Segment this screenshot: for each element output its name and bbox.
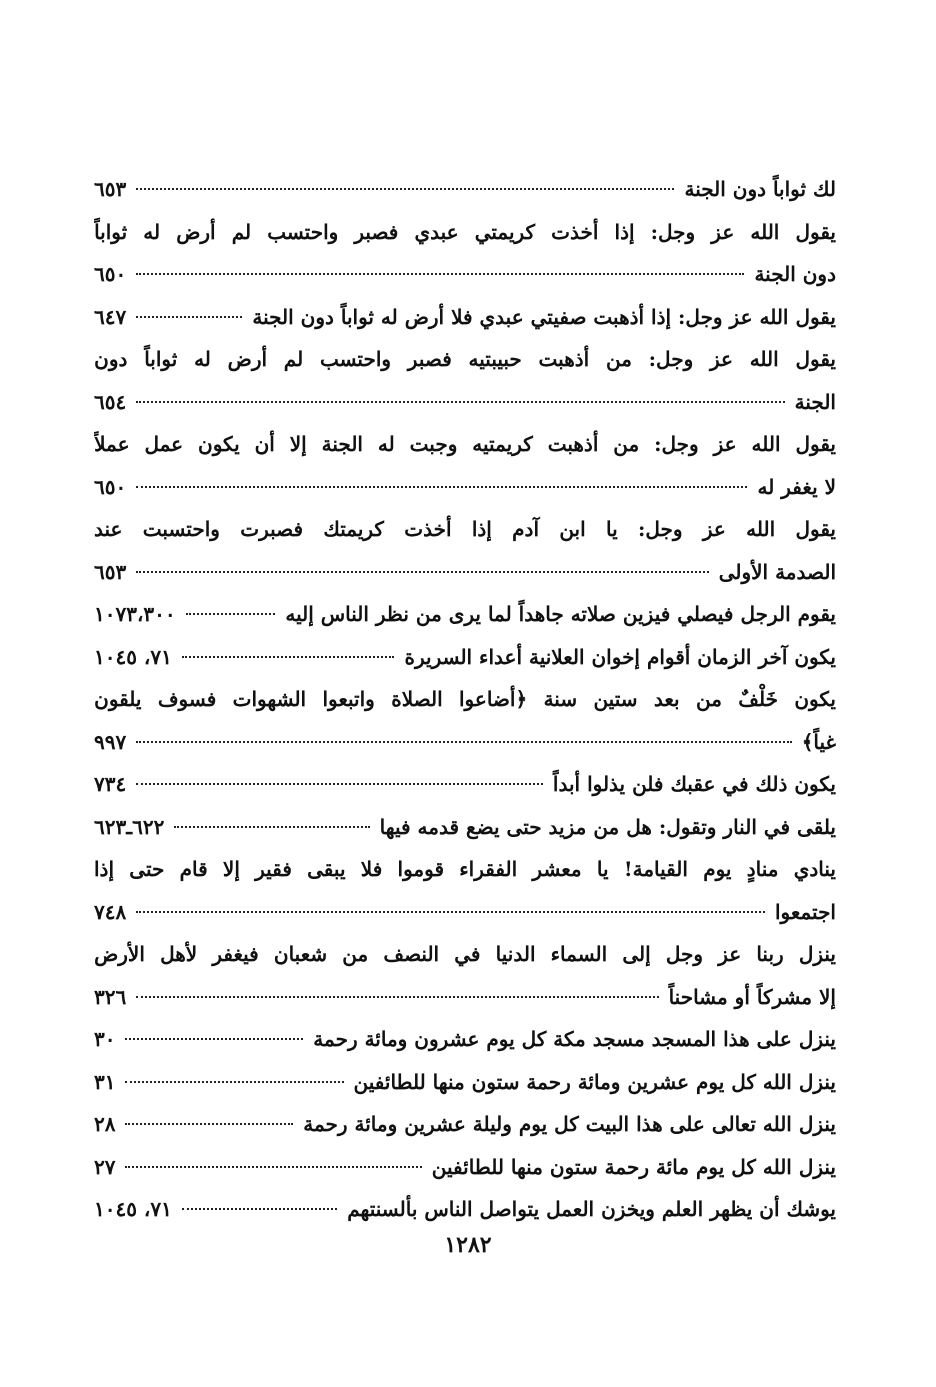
dot-leader <box>174 826 369 828</box>
dot-leader <box>136 783 543 785</box>
dot-leader <box>136 188 674 190</box>
index-entry <box>94 636 836 679</box>
index-entry <box>94 933 836 1018</box>
dot-leader <box>136 316 242 318</box>
entry-page-ref: ٦٥٤ <box>94 389 127 414</box>
entry-page-ref: ٢٧ <box>94 1154 116 1179</box>
entry-line-with-page <box>94 1018 836 1061</box>
index-entry <box>94 763 836 806</box>
index-entry <box>94 211 836 296</box>
entry-page-ref: ٦٤٧ <box>94 304 127 329</box>
entry-page-ref: ٦٥٣ <box>94 177 127 201</box>
entry-text: يكون آخر الزمان أقوام إخوان العلانية أعداء السريرة <box>404 644 836 669</box>
dot-leader <box>125 1123 293 1125</box>
entry-line-with-page <box>94 636 836 679</box>
entry-page-ref: ٢٨ <box>94 1112 116 1136</box>
entry-text: يلقى في النار وتقول: هل من مزيد حتى يضع قدمه فيها <box>379 814 836 839</box>
entry-page-ref: ٦٥٠ <box>94 474 127 499</box>
index-entry <box>94 508 836 593</box>
entry-text: دون الجنة <box>754 262 836 286</box>
index-entry <box>94 593 836 636</box>
entry-line-with-page <box>94 1103 836 1146</box>
index-entry <box>94 296 836 339</box>
entry-text: ينزل على هذا المسجد مسجد مكة كل يوم عشرون ومائة رحمة <box>313 1027 836 1051</box>
entry-page-ref: ٣٠ <box>94 1027 116 1051</box>
entry-text: لا يغفر له <box>757 474 836 499</box>
index-entry <box>94 1018 836 1061</box>
entry-page-ref: ٣٢٦ <box>94 984 127 1009</box>
entry-text: غياً﴾ <box>801 729 836 754</box>
index-entry <box>94 678 836 763</box>
dot-leader <box>125 1038 303 1040</box>
index-entry <box>94 423 836 508</box>
entry-text: يوشك أن يظهر العلم ويخزن العمل يتواصل الناس بألسنتهم <box>347 1197 836 1221</box>
entry-text: ينزل الله كل يوم مائة رحمة ستون منها للطائفين <box>431 1154 836 1179</box>
dot-leader <box>182 1208 337 1210</box>
entry-line-with-page <box>94 168 836 211</box>
dot-leader <box>136 273 744 275</box>
entry-text: لك ثواباً دون الجنة <box>684 177 836 201</box>
dot-leader <box>136 401 784 403</box>
entry-text: ينزل الله كل يوم عشرين ومائة رحمة ستون منها للطائفين <box>353 1069 836 1094</box>
entry-page-ref: ٩٩٧ <box>94 729 127 754</box>
entry-line-with-page <box>94 806 836 849</box>
index-entry <box>94 168 836 211</box>
dot-leader <box>125 1166 421 1168</box>
entry-line-with-page <box>94 551 836 594</box>
entry-text: اجتمعوا <box>774 899 836 924</box>
entry-line-with-page <box>94 1146 836 1189</box>
entry-text: ينزل الله تعالى على هذا البيت كل يوم وليلة عشرين ومائة رحمة <box>303 1112 836 1136</box>
entry-page-ref: ٦٢٢ـ٦٢٣ <box>94 814 165 839</box>
entry-text: إلا مشركاً أو مشاحناً <box>668 984 836 1009</box>
dot-leader <box>125 1081 343 1083</box>
entry-page-ref: ٧١، ١٠٤٥ <box>94 644 172 669</box>
entry-line: يقول الله عز وجل: من أذهبت كريمتيه وجبت له الجنة إلا أن يكون عمل عملاً <box>94 432 836 456</box>
dot-leader <box>136 571 708 573</box>
entry-line: يقول الله عز وجل: إذا أخذت كريمتي عبدي فصبر واحتسب لم أرض له ثواباً <box>94 219 836 244</box>
entry-page-ref: ٧٤٨ <box>94 899 127 924</box>
entry-line-with-page <box>94 1061 836 1104</box>
entry-line-with-page <box>94 253 836 296</box>
entry-line: ينزل ربنا عز وجل إلى السماء الدنيا في النصف من شعبان فيغفر لأهل الأرض <box>94 942 836 966</box>
entry-line-with-page <box>94 466 836 509</box>
page-number: ١٢٨٢ <box>444 1232 492 1258</box>
entry-line: يقول الله عز وجل: من أذهبت حبيبتيه فصبر واحتسب لم أرض له ثواباً دون <box>94 347 836 371</box>
entry-line-with-page <box>94 721 836 764</box>
index-entry <box>94 1061 836 1104</box>
entry-page-ref: ٧٣٤ <box>94 772 127 796</box>
entry-text: الجنة <box>794 389 836 414</box>
entry-page-ref: ٦٥٣ <box>94 559 127 584</box>
entry-line-with-page <box>94 976 836 1019</box>
entry-line: يكون خَلْفٌ من بعد ستين سنة ﴿أضاعوا الصلاة واتبعوا الشهوات فسوف يلقون <box>94 687 836 711</box>
entry-page-ref: ٣١ <box>94 1069 116 1094</box>
dot-leader <box>182 656 395 658</box>
dot-leader <box>136 486 747 488</box>
entry-line: يقول الله عز وجل: يا ابن آدم إذا أخذت كريمتك فصبرت واحتسبت عند <box>94 517 836 541</box>
entry-text: يقوم الرجل فيصلي فيزين صلاته جاهداً لما يرى من نظر الناس إليه <box>285 602 836 626</box>
entry-page-ref: ٦٥٠ <box>94 262 127 286</box>
index-entry <box>94 848 836 933</box>
index-entry <box>94 806 836 849</box>
entry-text: يكون ذلك في عقبك فلن يذلوا أبداً <box>552 772 836 796</box>
index-page <box>94 168 836 1231</box>
dot-leader <box>136 911 765 913</box>
entry-line-with-page <box>94 763 836 806</box>
entry-text: الصدمة الأولى <box>718 559 836 584</box>
dot-leader <box>136 996 658 998</box>
index-entry <box>94 338 836 423</box>
dot-leader <box>136 741 791 743</box>
entry-page-ref: ١٠٧٣،٣٠٠ <box>94 602 176 626</box>
index-entry <box>94 1188 836 1231</box>
entry-line-with-page <box>94 891 836 934</box>
dot-leader <box>186 613 276 615</box>
entry-line-with-page <box>94 593 836 636</box>
entry-text: يقول الله عز وجل: إذا أذهبت صفيتي عبدي فلا أرض له ثواباً دون الجنة <box>252 304 836 329</box>
entry-line-with-page <box>94 381 836 424</box>
entry-line-with-page <box>94 1188 836 1231</box>
entry-line-with-page <box>94 296 836 339</box>
index-entry <box>94 1103 836 1146</box>
index-entry <box>94 1146 836 1189</box>
entry-line: ينادي منادٍ يوم القيامة! يا معشر الفقراء قوموا فلا يبقى فقير إلا قام حتى إذا <box>94 857 836 881</box>
entry-page-ref: ٧١، ١٠٤٥ <box>94 1197 172 1221</box>
